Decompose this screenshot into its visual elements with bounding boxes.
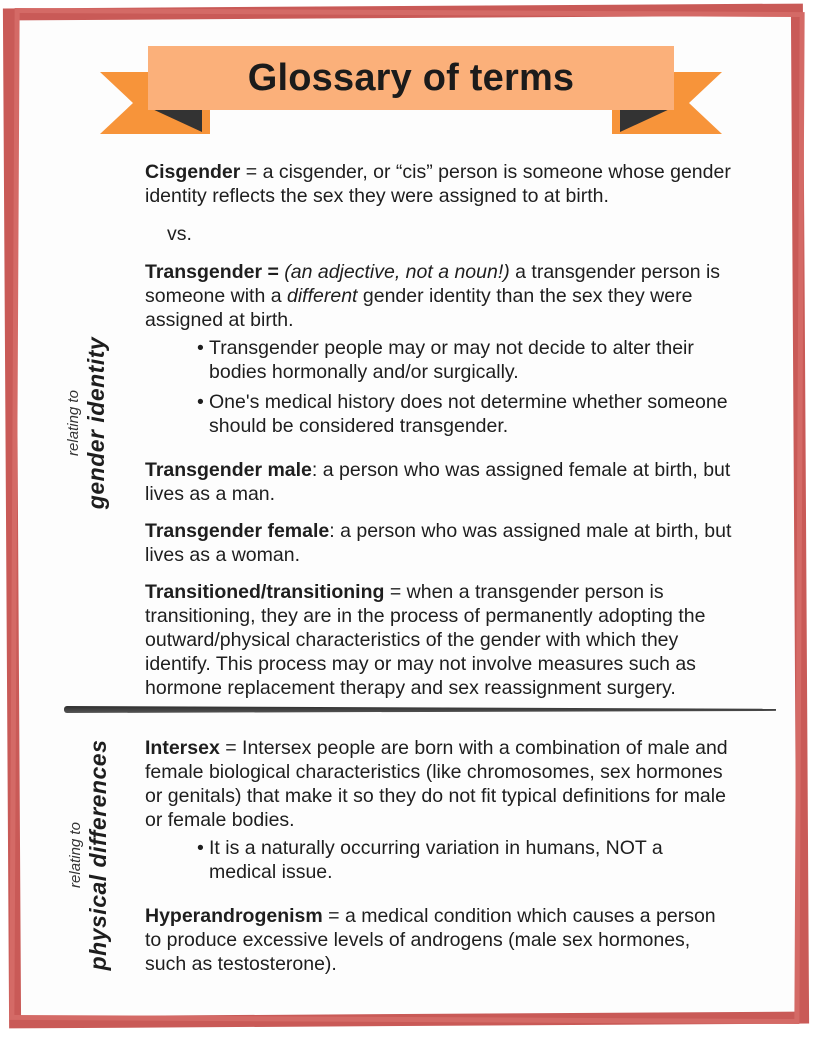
section-label-gender-big: gender identity: [83, 336, 109, 510]
def-hyperandrogenism: = a medical condition which causes a person to produce excessive levels of androgens (male sex hormones, such as testosterone).: [145, 905, 716, 975]
entry-hyperandrogenism: [145, 904, 735, 976]
emph-different: different: [287, 285, 358, 307]
section-label-gender-small: relating to: [65, 390, 82, 456]
intersex-bullets: [197, 836, 735, 884]
def-transitioned: = when a transgender person is transitioning, they are in the process of permanently adopting the outward/physical characteristics of the gender with which they identify. This process may or may not involve measures such as hormone replacement therapy and sex reassignment surgery.: [145, 581, 706, 699]
def-transgender-1: a transgender person is someone with a: [145, 261, 721, 307]
gender-identity-section: [145, 160, 735, 713]
term-trans-female: Transgender female: [145, 520, 330, 542]
vs-text: vs.: [167, 223, 192, 245]
term-cisgender: Cisgender: [145, 161, 241, 183]
transgender-bullets: [197, 336, 735, 438]
title-banner: [148, 46, 674, 110]
term-trans-male: Transgender male: [145, 459, 312, 481]
def-cisgender: = a cisgender, or “cis” person is someone whose gender identity reflects the sex they were assigned to at birth.: [145, 161, 731, 207]
entry-intersex: [145, 736, 735, 832]
entry-cisgender: [145, 160, 735, 208]
term-hyperandrogenism: Hyperandrogenism: [145, 905, 323, 927]
entry-trans-male: [145, 458, 735, 506]
entry-transitioned: [145, 580, 735, 700]
def-transgender-2: gender identity than the sex they were assigned at birth.: [145, 285, 693, 331]
aside-transgender: (an adjective, not a noun!): [284, 261, 510, 283]
section-label-gender: [65, 323, 115, 523]
section-label-physical-small: relating to: [67, 822, 84, 888]
term-transitioned: Transitioned/transitioning: [145, 581, 385, 603]
list-item: • One's medical history does not determine whether someone should be considered transgender.: [197, 390, 735, 438]
def-intersex: = Intersex people are born with a combination of male and female biological characteristics (like chromosomes, sex hormones or genitals) that make it so they do not fit typical definitions for male or female bodies.: [145, 737, 728, 831]
list-item: • Transgender people may or may not decide to alter their bodies hormonally and/or surgically.: [197, 336, 735, 384]
section-label-physical: [67, 735, 117, 975]
entry-trans-female: [145, 519, 735, 567]
list-item: • It is a naturally occurring variation in humans, NOT a medical issue.: [197, 836, 735, 884]
def-trans-male: : a person who was assigned female at birth, but lives as a man.: [145, 459, 731, 505]
entry-transgender: [145, 260, 735, 332]
term-transgender: Transgender =: [145, 261, 279, 283]
physical-differences-section: [145, 736, 735, 989]
def-trans-female: : a person who was assigned male at birth, but lives as a woman.: [145, 520, 732, 566]
page-title: Glossary of terms: [247, 56, 575, 99]
term-intersex: Intersex: [145, 737, 220, 759]
section-label-physical-big: physical differences: [85, 739, 111, 971]
